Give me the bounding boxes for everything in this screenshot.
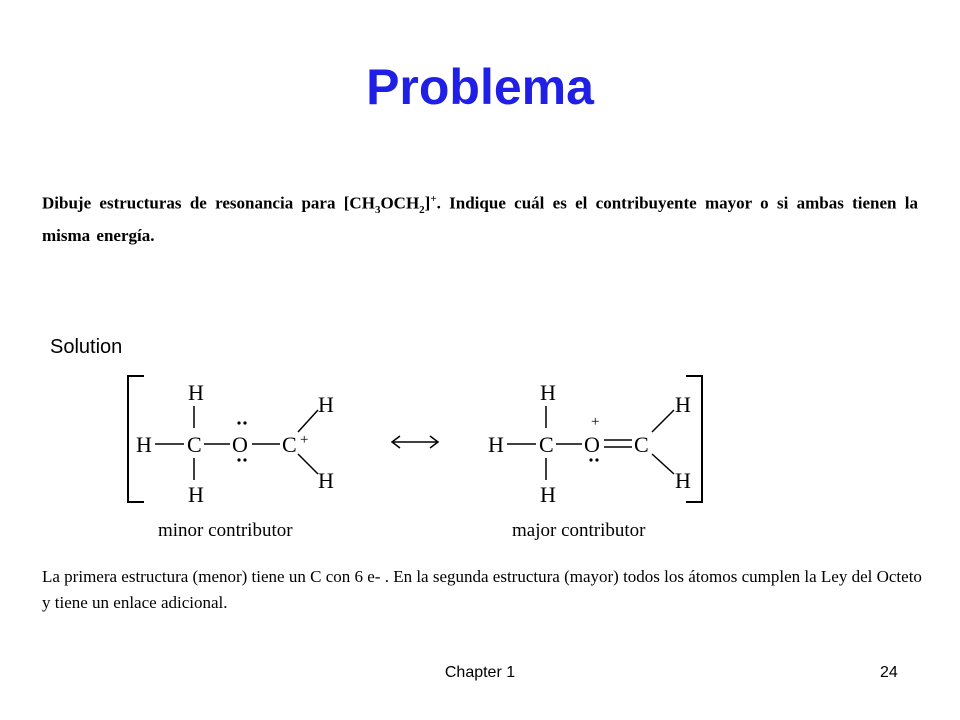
minor-o-lone-pair-bottom-2 bbox=[243, 458, 246, 461]
minor-contributor-label: minor contributor bbox=[158, 520, 293, 541]
minor-o: O bbox=[232, 432, 248, 457]
minor-h-lower-right: H bbox=[318, 468, 334, 493]
major-o-lone-pair-bottom-2 bbox=[595, 458, 598, 461]
major-h-left: H bbox=[488, 432, 504, 457]
major-h-bottom: H bbox=[540, 482, 556, 507]
minor-bond-c-hur bbox=[298, 410, 318, 432]
subscript-2: 2 bbox=[419, 204, 425, 217]
major-h-top: H bbox=[540, 380, 556, 405]
minor-h-left: H bbox=[136, 432, 152, 457]
minor-h-bottom: H bbox=[188, 482, 204, 507]
problem-text-2: OCH bbox=[380, 193, 420, 213]
major-contributor-label: major contributor bbox=[512, 520, 646, 541]
major-h-upper-right: H bbox=[675, 392, 691, 417]
major-h-lower-right: H bbox=[675, 468, 691, 493]
major-o-charge: + bbox=[591, 414, 600, 430]
minor-o-lone-pair-top bbox=[237, 421, 240, 424]
explanation-text: La primera estructura (menor) tiene un C con 6 e- . En la segunda estructura (mayor) todos los átomos cumplen la Ley del Octeto y tiene un enlace adicional. bbox=[42, 567, 922, 612]
minor-h-upper-right: H bbox=[318, 392, 334, 417]
footer-chapter: Chapter 1 bbox=[444, 664, 516, 681]
subscript-3: 3 bbox=[374, 204, 381, 217]
problem-statement bbox=[42, 186, 918, 249]
minor-bond-c-hlr bbox=[298, 454, 318, 474]
minor-c-charge: + bbox=[300, 432, 309, 448]
major-o-lone-pair-bottom bbox=[589, 458, 592, 461]
solution-label: Solution bbox=[50, 336, 123, 358]
problem-text-1: Dibuje estructuras de resonancia para [CH bbox=[42, 193, 375, 213]
minor-c-2: C bbox=[282, 432, 297, 457]
major-bond-c-hlr bbox=[652, 454, 674, 474]
major-bond-c-hur bbox=[652, 410, 674, 432]
major-o: O bbox=[584, 432, 600, 457]
resonance-diagram bbox=[120, 370, 720, 550]
superscript-plus: + bbox=[430, 193, 437, 205]
major-c-1: C bbox=[539, 432, 554, 457]
minor-c-1: C bbox=[187, 432, 202, 457]
problem-text-3: ] bbox=[424, 193, 431, 213]
minor-o-lone-pair-top-2 bbox=[243, 421, 246, 424]
minor-h-top: H bbox=[188, 380, 204, 405]
minor-o-lone-pair-bottom bbox=[237, 458, 240, 461]
problem-text-4: . Indique cuál es el contribuyente mayor o si ambas tienen la misma energía. bbox=[42, 193, 919, 246]
page-number: 24 bbox=[880, 664, 898, 681]
major-c-2: C bbox=[634, 432, 649, 457]
slide-title: Problema bbox=[366, 59, 594, 115]
